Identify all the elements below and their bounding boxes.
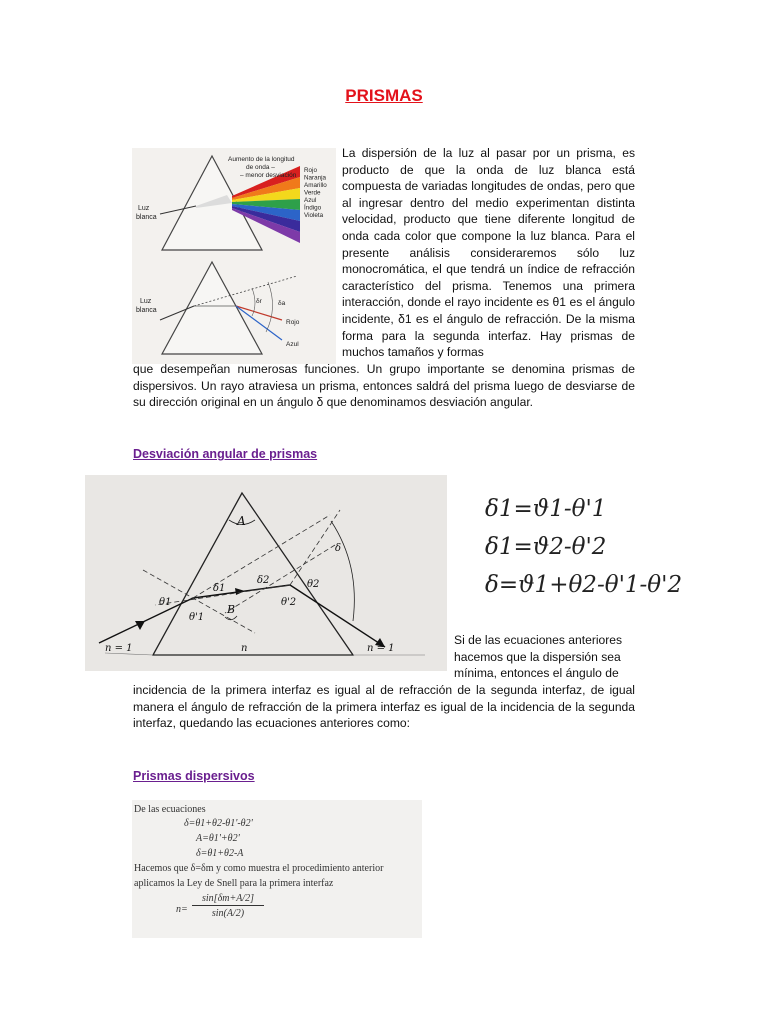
snell-fraction xyxy=(192,893,264,919)
spectrum-labels xyxy=(304,167,327,219)
color-label-rojo: Rojo xyxy=(304,167,317,174)
incident-ray xyxy=(99,598,193,643)
emergent-ray xyxy=(290,585,385,647)
page-title: PRISMAS xyxy=(345,86,423,105)
color-label-azul: Azul xyxy=(304,197,317,204)
label-n-left: n = 1 xyxy=(105,643,133,654)
label-A: A xyxy=(237,514,246,528)
label-delta: δ xyxy=(335,543,342,554)
label-theta2-prime: θ'2 xyxy=(281,597,297,608)
fig1-caption-1: Aumento de la longitud xyxy=(228,156,295,163)
color-label-violeta: Violeta xyxy=(304,212,324,219)
deviation-equations xyxy=(475,490,683,606)
intro-paragraph-top: La dispersión de la luz al pasar por un prisma, es producto de que la onda de luz blanca está compuesta de variadas longitudes de ondas, pero que al ingresar dentro del medio experimentan distinta velocidad, producto que tiene diferente longitud de onda cada color que compone la luz blanca. Para el presente análisis consideraremos sólo luz monocromática, el que tendrá un índice de refracción característico del prisma. Tenemos una primera interacción, donde el rayo incidente es θ1 es el ángulo incidente, δ1 es el ángulo de refracción. De la misma forma para la segunda interfaz. Hay prismas de muchos tamaños y formas xyxy=(342,146,635,360)
color-label-naranja: Naranja xyxy=(304,174,327,182)
delta-a-arc xyxy=(266,282,273,332)
inner-arrowhead xyxy=(235,588,245,595)
fig1-caption-3: – menor desviación xyxy=(240,172,297,179)
fig1-caption-2: de onda – xyxy=(246,164,275,171)
dispersion-figure xyxy=(132,148,336,364)
lower-prism xyxy=(162,262,262,354)
minimum-deviation-paragraph-top: Si de las ecuaciones anteriores hacemos que la dispersión sea mínima, entonces el ángulo de xyxy=(454,633,623,681)
intro-paragraph-bottom: que desempeñan numerosas funciones. Un grupo importante se denomina prismas de dispersivos. Un rayo atraviesa un prisma, entonces saldrá del prisma luego de desviarse de su dirección original en un ángulo δ que denominamos desviación angular. xyxy=(133,362,635,410)
equation-2: δ1=ϑ2-θ'2 xyxy=(485,534,607,560)
fraction-numerator: sin[δm+A/2] xyxy=(192,893,264,906)
delta-arc xyxy=(331,521,354,621)
label-n-mid: n xyxy=(241,643,248,654)
label-theta1: θ1 xyxy=(159,597,172,608)
color-label-indigo: Índigo xyxy=(304,204,322,212)
heading-prismas-dispersivos: Prismas dispersivos xyxy=(133,769,255,783)
equation-1: δ1=ϑ1-θ'1 xyxy=(485,496,607,522)
label-n-right: n = 1 xyxy=(367,643,395,654)
label-delta1: δ1 xyxy=(213,583,226,594)
derivation-eq-a: δ=θ1+θ2-θ1'-θ2' xyxy=(184,818,253,829)
color-label-amarillo: Amarillo xyxy=(304,182,327,189)
rojo-label: Rojo xyxy=(286,319,300,326)
derivation-n-eq: n= xyxy=(176,904,188,915)
label-theta2: θ2 xyxy=(307,579,320,590)
heading-desviacion-angular: Desviación angular de prismas xyxy=(133,447,318,461)
equation-3: δ=ϑ1+θ2-θ'1-θ'2 xyxy=(485,572,683,598)
delta-a-label: δa xyxy=(278,300,286,307)
derivation-figure xyxy=(132,800,422,938)
derivation-line-1: De las ecuaciones xyxy=(134,804,206,815)
deviation-figure xyxy=(85,475,447,671)
luz-blanca-lower-2: blanca xyxy=(136,307,157,314)
derivation-line-3: aplicamos la Ley de Snell para la primera interfaz xyxy=(134,878,334,889)
color-label-verde: Verde xyxy=(304,189,321,197)
label-delta2: δ2 xyxy=(257,575,270,586)
derivation-eq-b: A=θ1'+θ2' xyxy=(196,833,240,844)
label-theta1-prime: θ'1 xyxy=(189,612,205,623)
luz-blanca-label-1: Luz xyxy=(138,205,150,212)
luz-blanca-lower-1: Luz xyxy=(140,298,152,305)
prism-triangle xyxy=(153,493,353,655)
fraction-denominator: sin(A/2) xyxy=(211,908,245,919)
luz-blanca-label-2: blanca xyxy=(136,214,157,221)
deviation-diagram xyxy=(85,475,447,671)
minimum-deviation-paragraph-bottom: incidencia de la primera interfaz es igual al de refracción de la segunda interfaz, de igual manera el ángulo de refracción de la primera interfaz es igual de la incidencia de la segunda interfaz, quedando las ecuaciones anteriores como: xyxy=(133,683,635,731)
derivation-eq-c: δ=θ1+θ2-A xyxy=(196,848,244,859)
derivation-line-2: Hacemos que δ=δm y como muestra el procedimiento anterior xyxy=(134,863,384,874)
delta-r-label: δr xyxy=(256,298,262,305)
azul-label: Azul xyxy=(286,341,299,348)
dispersion-diagram xyxy=(132,148,336,364)
label-B: B xyxy=(227,603,236,616)
